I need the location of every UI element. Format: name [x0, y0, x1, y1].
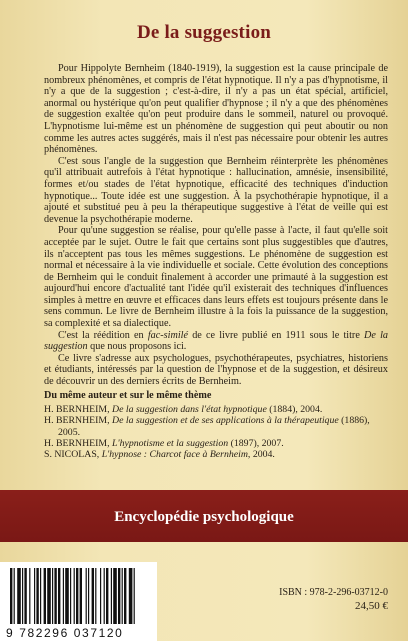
barcode-bars: [6, 568, 152, 626]
reference-item: [44, 415, 384, 438]
reedition-italic: fac-similé: [147, 329, 189, 341]
reedition-italic: De la suggestion: [44, 329, 389, 353]
blurb: [44, 63, 388, 388]
same-author-heading: Du même auteur et sur le même thème: [44, 390, 212, 401]
reedition-text: C'est la réédition en: [58, 329, 148, 341]
paragraph-3: Pour qu'une suggestion se réalise, pour qu'elle passe à l'acte, il faut qu'elle soit acceptée par le sujet. Outre le fait que certains sont plus suggestibles que d'autres, ils n'acceptent pas tous les mêmes suggestions. Le phénomène de suggestion est normal et nécessaire à la vie individuelle et sociale. Cette évolution des conceptions de Bernheim qui le conduit finalement à accorder une primauté à la suggestion est aujourd'hui encore d'actualité tant l'idée qu'il existerait des techniques d'influences simples à mettre en œuvre et efficaces dans leurs effets est toujours présente dans le sens commun. Le livre de Bernheim illustre à la fois la puissance de la suggestion, sa complexité et sa dialectique.: [44, 225, 388, 330]
price: 24,50 €: [355, 600, 388, 612]
reedition-text: que nous proposons ici.: [87, 341, 187, 353]
reference-list: [44, 404, 384, 460]
reference-author: H. BERNHEIM,: [44, 404, 113, 415]
barcode: [0, 562, 157, 641]
paragraph-1: Pour Hippolyte Bernheim (1840-1919), la suggestion est la cause principale de nombreux phénomènes, et compris de l'état hypnotique. Il n'y a pas d'hypnotisme, il n'y a que de la suggestion ; c'est-à-dire, il n'y a pas un état spécial, artificiel, anormal ou hystérique qu'on peut qualifier d'hypnose ; il n'y a que des phénomènes de suggestion exaltée qu'on peut produire dans le sommeil, naturel ou provoqué. L'hypnotisme lui-même est un phénomène de suggestion qui peut aboutir ou non comme les autres actes suggérés, mais il n'est pas nécessaire pour obtenir les autres phénomènes.: [44, 63, 388, 156]
reedition-text: de ce livre publié en 1911 sous le titre: [188, 329, 365, 341]
reference-details: , 2004.: [247, 449, 275, 461]
reference-author: H. BERNHEIM,: [44, 415, 113, 427]
paragraph-reedition: [44, 330, 388, 353]
book-title: De la suggestion: [136, 22, 272, 43]
reference-title: De la suggestion dans l'état hypnotique: [112, 404, 267, 415]
reference-details: (1884), 2004.: [266, 404, 323, 415]
reference-details: (1886), 2005.: [58, 415, 370, 438]
reference-details: (1897), 2007.: [228, 437, 284, 449]
reference-title: L'hypnotisme et la suggestion: [112, 437, 229, 449]
collection-name: Encyclopédie psychologique: [114, 509, 294, 525]
reference-item: [44, 438, 384, 449]
paragraph-audience: Ce livre s'adresse aux psychologues, psychothérapeutes, psychiatres, historiens et étudiants, intéressés par la question de l'hypnose et de la suggestion, et désireux de découvrir un des derniers écrits de Bernheim.: [44, 352, 388, 388]
isbn: ISBN : 978-2-296-03712-0: [279, 587, 388, 598]
paragraph-2: C'est sous l'angle de la suggestion que Bernheim réinterprète les phénomènes qu'il attribuait autrefois à l'état hypnotique : hallucination, amnésie, insensibilité, formes et/ou stades de l'état hypnotique, efficacité des techniques d'induction hypnotique... Toute idée est une suggestion. À la psychothérapie hypnotique, il a ajouté et substitué peu à peu la thérapeutique suggestive à l'état de veille qui est devenue la psychothérapie moderne.: [44, 155, 388, 225]
reference-item: [44, 404, 384, 415]
barcode-digits: 9 782296 037120: [6, 626, 124, 640]
reference-author: S. NICOLAS,: [44, 449, 102, 461]
reference-author: H. BERNHEIM,: [44, 437, 113, 449]
reference-title: De la suggestion et de ses applications à la thérapeutique: [112, 415, 339, 427]
reference-title: L'hypnose : Charcot face à Bernheim: [101, 449, 248, 461]
reference-item: [44, 449, 384, 460]
